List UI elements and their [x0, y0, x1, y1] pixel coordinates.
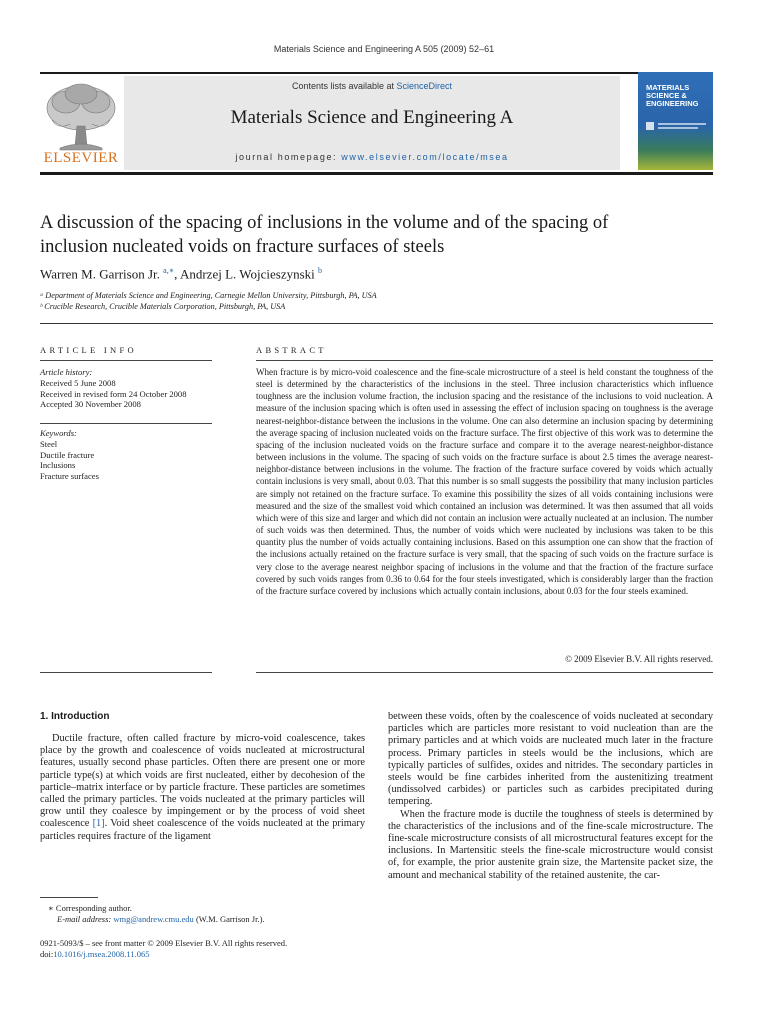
keyword: Steel	[40, 438, 58, 449]
contents-prefix: Contents lists available at	[291, 81, 397, 91]
contents-line	[124, 81, 620, 91]
accepted-date: Accepted 30 November 2008	[40, 399, 141, 410]
doi-line	[40, 949, 370, 960]
intro-paragraph-1	[40, 733, 365, 843]
keywords-block	[40, 428, 212, 482]
homepage-link[interactable]: www.elsevier.com/locate/msea	[341, 152, 509, 162]
revised-date: Received in revised form 24 October 2008	[40, 388, 187, 399]
author-list	[40, 266, 720, 282]
title-line-2: inclusion nucleated voids on fracture surfaces of steels	[40, 237, 445, 257]
history-rule	[40, 423, 212, 424]
keyword: Fracture surfaces	[40, 471, 99, 482]
abstract-rule	[256, 360, 713, 361]
cover-title: MATERIALS SCIENCE & ENGINEERING	[646, 83, 699, 108]
body-column-left	[40, 733, 365, 843]
body-column-right	[388, 711, 713, 882]
footnote-corresponding: ∗ Corresponding author.	[48, 903, 132, 913]
intro-p1-text-a: Ductile fracture, often called fracture by micro-void coalescence, takes place by the growth and coalescence of voids nucleated at microstructural features, usually second phase particles. Often there are present one or more particle type(s) at which voids are first nucleated, either by decohesion of the particle–matrix interface or by particle fracture. These particles are sometimes called the primary particles. The voids nucleated at the primary particles will grow until they coalesce by impingement or by the process of void sheet coalescence	[40, 733, 365, 830]
footnote-email	[57, 914, 377, 925]
running-head: Materials Science and Engineering A 505 (2009) 52–61	[273, 44, 495, 54]
article-history	[40, 367, 212, 410]
abstract-heading: ABSTRACT	[256, 345, 327, 355]
abstract-text: When fracture is by micro-void coalescence and the fine-scale microstructure of a steel is held constant the toughness of the steel is determined by the characteristics of the inclusions in the steel. Three inclusion characteristics which influence toughness are the inclusion volume fraction, the inclusion spacing and the resistance of the inclusions to void nucleation. A measure of the inclusion spacing which is often used in assessing the effect of inclusion spacing on toughness is the average nearest-neighbor-distance between the inclusions in the volume. One can also determine an inclusion spacing by determining the average spacing of inclusion nucleated voids on the fracture surface. The first objective of this work was to determine the spacing of the inclusion nucleated voids on the fracture surface and compare it to the average nearest-neighbor-distance between inclusions in the volume. The spacing of such voids on the fracture surface is about 2.5 times the average nearest-neighbor-distance between inclusions in the volume. The fraction of the fracture surface covered by voids which actually contain inclusions is very small, about 0.03. That this number is so small suggests the possibility that many inclusion particles are simply not retained on the fracture surface. To examine this possibility the sizes of all voids containing inclusions were measured and the size of the smallest void which contained an inclusion was determined. It was then assumed that all voids which were of this size and larger and which did not contain an inclusion were actually nucleated at an inclusion. The number of such voids was then determined. Thus, the number of voids which were nucleated by inclusions was taken to be this quantity plus the number of voids actually containing inclusions. Based on this assumption one can show that the fraction of the inclusions actually retained on the fracture surface is very small, that the spacing of such voids on the fracture surface is very close to the average nearest neighbor spacing of inclusions in the volume and that the fraction of the fracture surface covered by such voids ranges from 0.36 to 0.64 for the four steels investigated, which is considerably larger than the fraction of the fracture surface covered by inclusions which actually contain inclusions, about 0.03 for the four steels examined.	[256, 367, 713, 596]
keywords-label: Keywords:	[40, 428, 77, 438]
abstract-bottom-rule	[256, 672, 713, 673]
doi-link[interactable]: 10.1016/j.msea.2008.11.065	[53, 949, 150, 959]
reference-link[interactable]: [1]	[92, 818, 105, 830]
keyword: Ductile fracture	[40, 449, 95, 460]
journal-homepage	[124, 152, 620, 162]
email-suffix: (W.M. Garrison Jr.).	[193, 914, 265, 924]
elsevier-wordmark: ELSEVIER	[43, 150, 119, 166]
affiliation-rule	[40, 323, 713, 324]
intro-paragraph-3: When the fracture mode is ductile the toughness of steels is determined by the characteristics of the inclusions and of the fine-scale microstructure. The fine-scale microstructure consists of all microstructural features except for the inclusions. In Martensitic steels the fine-scale microstructure would consist of, for example, the prior austenite grain size, the Martensite packet size, the amount and mechanical stability of the retained austenite, the car-	[388, 808, 713, 881]
author-1: Warren M. Garrison Jr.	[40, 266, 160, 282]
affiliation-a: ᵃ Department of Materials Science and Engineering, Carnegie Mellon University, Pittsburgh, PA, USA	[40, 291, 377, 300]
copyright-line: © 2009 Elsevier B.V. All rights reserved.	[565, 654, 713, 664]
doi-label: doi:	[40, 949, 54, 959]
received-date: Received 5 June 2008	[40, 377, 116, 388]
article-info-heading: ARTICLE INFO	[40, 345, 137, 355]
intro-paragraph-2: between these voids, often by the coalescence of voids nucleated at secondary particles which are particles more resistant to void nucleation than are the primary particles and at which voids are nucleated much later in the fracture process. Primary particles in steels would be the inclusions, which are typically particles of sulfides, oxides and nitrides. The secondary particles in steels would be fine carbides inherited from the austenitizing treatment (undissolved carbides) or particles such as carbides precipitated during tempering.	[388, 711, 713, 808]
header-top-rule	[40, 72, 713, 74]
author-separator: ,	[174, 266, 180, 282]
article-info-bottom-rule	[40, 672, 212, 673]
cover-decoration	[646, 120, 708, 134]
author-2: Andrzej L. Wojcieszynski	[179, 266, 315, 282]
author-1-affil-link[interactable]: a,∗	[163, 266, 175, 275]
header-bottom-rule	[40, 172, 713, 175]
sciencedirect-link[interactable]: ScienceDirect	[396, 81, 453, 91]
title-line-1: A discussion of the spacing of inclusions in the volume and of the spacing of	[40, 213, 609, 233]
issn-line: 0921-5093/$ – see front matter © 2009 Elsevier B.V. All rights reserved.	[40, 938, 288, 948]
homepage-prefix: journal homepage:	[235, 152, 342, 162]
keyword: Inclusions	[40, 460, 76, 471]
email-link[interactable]: wmg@andrew.cmu.edu	[113, 914, 194, 924]
section-heading-introduction: 1. Introduction	[40, 711, 110, 722]
author-2-affil-link[interactable]: b	[318, 266, 323, 275]
footnote-rule	[40, 897, 98, 898]
article-title	[40, 211, 720, 259]
article-info-rule	[40, 360, 212, 361]
history-label: Article history:	[40, 367, 93, 377]
intro-p1-text-b: . Void sheet coalescence of the voids nucleated at the primary particles requires fracture of the ligament	[40, 818, 366, 842]
journal-title: Materials Science and Engineering A	[230, 107, 514, 128]
affiliation-b: ᵇ Crucible Research, Crucible Materials Corporation, Pittsburgh, PA, USA	[40, 302, 286, 311]
email-label: E-mail address:	[57, 914, 114, 924]
